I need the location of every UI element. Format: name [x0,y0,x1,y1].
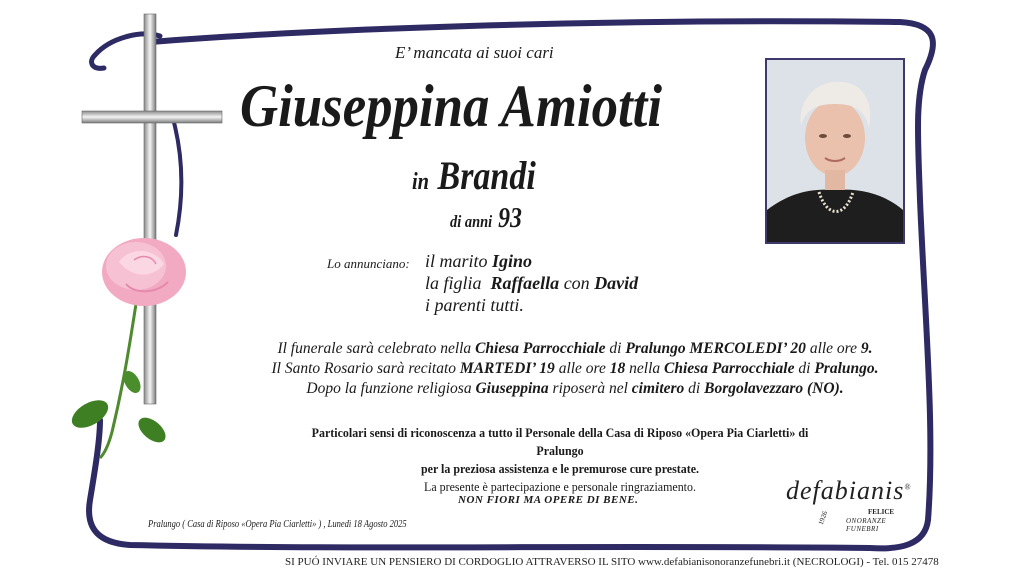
thanks-note [302,424,817,496]
fun-text: alle ore [809,340,858,357]
fun-text: Il Santo Rosario sarà recitato [271,360,457,377]
logo-felice: FELICE [868,508,895,516]
fun-bold: cimitero [631,380,685,397]
rose-icon [64,232,194,462]
fun-text: Il funerale sarà celebrato nella [277,340,472,357]
married-surname: Brandi [437,153,536,198]
logo-main-text: defabianis [786,476,905,505]
married-prefix: in [412,169,430,195]
funeral-line [200,379,950,399]
fun-bold: Giuseppina [475,380,549,397]
fun-text: di [609,340,622,357]
thanks-line: per la preziosa assistenza e le premurose cure prestate. [420,461,700,476]
contact-line: SI PUÓ INVIARE UN PENSIERO DI CORDOGLIO ATTRAVERSO IL SITO www.defabianisonoranzefunebri.it (NECROLOGI) - Tel. 015 27478 [285,556,939,568]
announcement-label: Lo annunciano: [327,256,410,271]
announcement-line [425,272,638,294]
portrait-photo [765,58,905,244]
age [450,203,522,235]
fun-bold: Pralungo MERCOLEDI’ 20 [625,340,806,357]
place-date: Pralungo ( Casa di Riposo «Opera Pia Ciarletti» ) , Lunedì 18 Agosto 2025 [148,519,407,530]
thanks-line: La presente è partecipazione e personale ringraziamento. [424,479,696,494]
defabianis-logo [786,462,916,532]
age-prefix: di anni [450,212,493,231]
fun-bold: Pralungo. [814,360,879,377]
fun-bold: 18 [609,360,626,377]
thanks-line: Particolari sensi di riconoscenza a tutto il Personale della Casa di Riposo «Opera Pia Ciarletti» di Pralungo [311,425,809,458]
announcement-line: i parenti tutti. [425,295,524,315]
ann-name: Igino [492,251,533,271]
deceased-name: Giuseppina Amiotti [240,73,662,139]
fun-bold: Chiesa Parrocchiale [475,340,606,357]
married-name [412,152,536,199]
fun-bold: 9. [860,340,873,357]
funeral-line [200,359,950,379]
funeral-line [200,339,950,359]
fun-text: alle ore [558,360,606,377]
fun-bold: Borgolavezzaro (NO). [704,380,844,397]
logo-subtitle: ONORANZE FUNEBRI [846,517,887,533]
ann-text: con [563,273,590,293]
fun-text: di [688,380,701,397]
ann-text: il marito [425,251,488,271]
announcement-line [425,250,638,272]
fun-bold: MARTEDI’ 19 [459,360,555,377]
intro-text: E’ mancata ai suoi cari [395,43,554,62]
logo-year: 1926 [816,510,830,526]
fun-bold: Chiesa Parrocchiale [664,360,795,377]
fun-text: nella [629,360,661,377]
funeral-info [200,339,950,399]
fun-text: riposerà nel [552,380,628,397]
announcement-list [425,250,638,316]
logo-reg: ® [904,482,912,492]
fun-text: Dopo la funzione religiosa [306,380,472,397]
age-value: 93 [498,203,522,234]
fun-text: di [798,360,811,377]
ann-name: Raffaella [490,273,560,293]
ann-name: David [594,273,639,293]
logo-wordmark [786,476,911,506]
ann-text: la figlia [425,273,482,293]
no-flowers-note: NON FIORI MA OPERE DI BENE. [458,494,639,506]
